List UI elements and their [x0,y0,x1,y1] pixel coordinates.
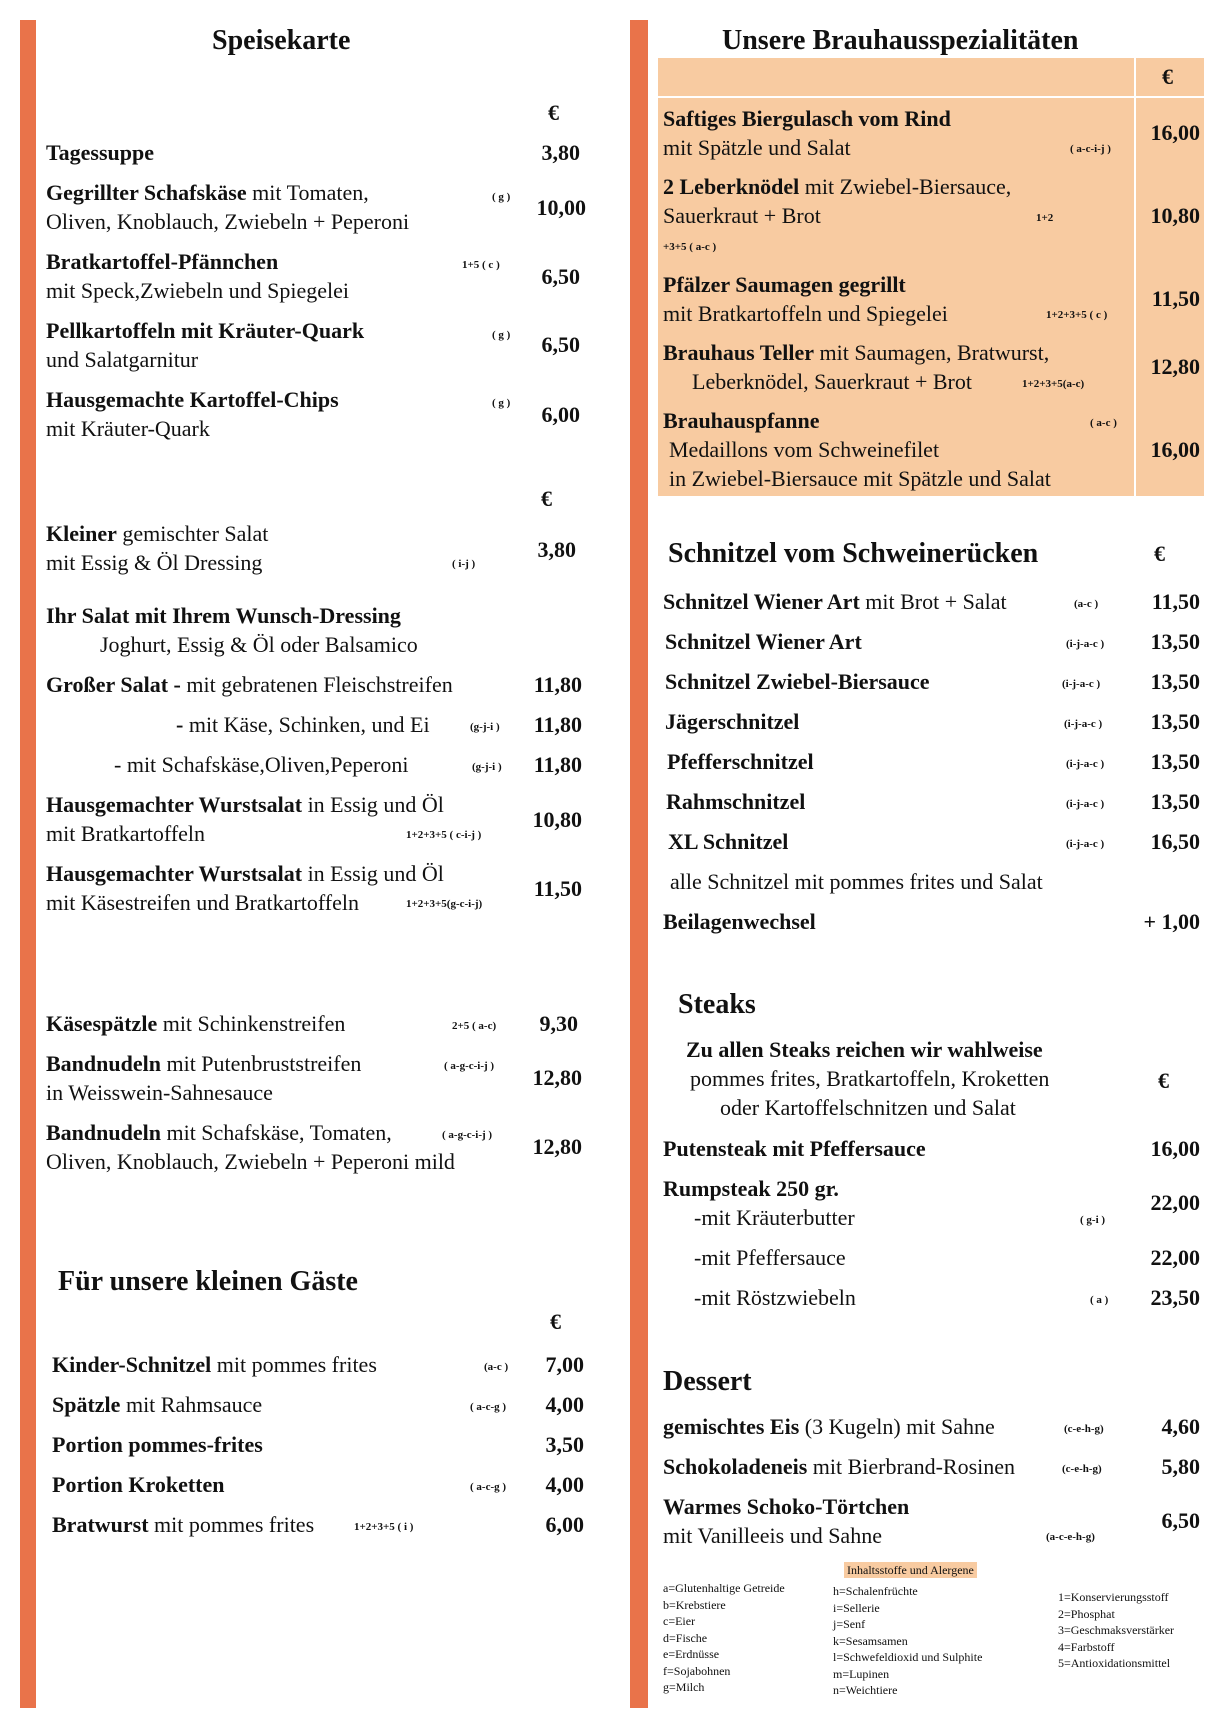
pellkartoffeln-name: Pellkartoffeln mit Kräuter-Quark [46,318,365,343]
spaetzle-allergen: ( a-c-g ) [470,1401,507,1413]
pfeffer-name: Pfefferschnitzel [667,749,814,774]
schnitzel-wiener-brot-item [663,587,1007,616]
beilagen-name: Beilagenwechsel [663,909,816,934]
salat-kaese-desc: mit Käse, Schinken, und Ei [183,712,430,737]
brauhauspfanne-line2: Medaillons vom Schweinefilet [669,437,940,462]
wurstsalat1-price: 10,80 [532,807,582,832]
brauhauspfanne-line3: in Zwiebel-Biersauce mit Spätzle und Salat [669,466,1051,491]
kleiner-salat-desc: gemischter Salat [116,521,269,546]
schnitzel-zwiebel-price: 13,50 [1150,669,1200,694]
wurstsalat1-name: Hausgemachter Wurstsalat [46,792,303,817]
bratwurst-item [52,1510,314,1539]
pellkartoffeln-allergen: ( g ) [492,329,511,341]
bandnudeln2-allergen: ( a-g-c-i-j ) [442,1129,493,1141]
kleiner-salat-item [46,519,268,548]
schnitzel-zwiebel-name: Schnitzel Zwiebel-Biersauce [665,669,930,694]
kaesespaetzle-desc: mit Schinkenstreifen [157,1011,346,1036]
legend-entry: h=Schalenfrüchte [833,1584,918,1598]
bandnudeln1-item [46,1049,361,1078]
kroketten-allergen: ( a-c-g ) [470,1481,507,1493]
jaeger-name: Jägerschnitzel [665,709,800,734]
pfeffersauce-price: 22,00 [1150,1245,1200,1270]
legend-entry: i=Sellerie [833,1600,880,1615]
wurstsalat1-allergen: 1+2+3+5 ( c-i-j ) [406,829,482,841]
euro-header: € [548,100,559,125]
pfeffer-price: 13,50 [1150,749,1200,774]
wurstsalat1-line2: mit Bratkartoffeln [46,821,206,846]
brauhaus-price-divider [1134,58,1136,496]
kinder-schnitzel-desc: mit pommes frites [211,1352,377,1377]
jaeger-price: 13,50 [1150,709,1200,734]
euro-schnitzel-header: € [1154,541,1165,566]
wurstsalat2-name: Hausgemachter Wurstsalat [46,861,303,886]
putensteak-price: 16,00 [1150,1136,1200,1161]
xl-price: 16,50 [1150,829,1200,854]
eis-allergen: (c-e-h-g) [1064,1423,1104,1435]
kids-section-title: Für unsere kleinen Gäste [58,1266,358,1297]
legend-entry: 3=Geschmaksverstärker [1058,1623,1175,1637]
legend-entry: d=Fische [663,1630,708,1645]
left-accent-bar [20,20,36,1708]
kinder-schnitzel-allergen: (a-c ) [484,1361,509,1373]
saumagen-allergen: 1+2+3+5 ( c ) [1046,309,1108,321]
legend-entry: k=Sesamsamen [833,1633,908,1648]
salat-schaf-price: 11,80 [533,752,582,777]
schnitzel-wiener-price: 13,50 [1150,629,1200,654]
tagessuppe-name: Tagessuppe [46,140,155,165]
legend-entry: g=Milch [663,1680,705,1694]
eis-desc: (3 Kugeln) mit Sahne [799,1414,995,1439]
kleiner-salat-allergen: ( i-j ) [452,558,476,570]
wurstsalat1-desc: in Essig und Öl [302,792,444,817]
putensteak-name: Putensteak mit Pfeffersauce [663,1136,926,1161]
leberknoedel-allergen: 1+2 [1036,212,1054,224]
right-accent-bar [630,20,648,1708]
spaetzle-price: 4,00 [545,1392,584,1417]
brauhaus-section-title: Unsere Brauhausspezialitäten [722,25,1079,56]
saumagen-price: 11,50 [1151,286,1200,311]
wurstsalat2-item [46,859,444,888]
kinder-schnitzel-name: Kinder-Schnitzel [52,1352,212,1377]
schafskaese-line2: Oliven, Knoblauch, Zwiebeln + Peperoni [46,209,410,234]
ihr-salat-name: Ihr Salat mit Ihrem Wunsch-Dressing [46,603,401,628]
biergulasch-allergen: ( a-c-i-j ) [1070,143,1111,155]
salat-kaese-allergen: (g-j-i ) [470,721,500,733]
leberknoedel-price: 10,80 [1150,203,1200,228]
rahm-name: Rahmschnitzel [666,789,806,814]
xl-allergen: (i-j-a-c ) [1066,838,1105,850]
roestzwiebeln-price: 23,50 [1150,1285,1200,1310]
legend-entry: a=Glutenhaltige Getreide [663,1581,785,1595]
pfeffersauce-option: -mit Pfeffersauce [694,1245,846,1270]
schokoladeneis-desc: mit Bierbrand-Rosinen [807,1454,1016,1479]
wurstsalat2-allergen: 1+2+3+5(g-c-i-j) [406,898,483,910]
pommes-name: Portion pommes-frites [52,1432,263,1457]
bandnudeln1-name: Bandnudeln [46,1051,161,1076]
kaesespaetzle-item [46,1009,345,1038]
salat-schaf-item: - mit Schafskäse,Oliven,Peperoni [114,752,409,777]
toertchen-line2: mit Vanilleeis und Sahne [663,1523,882,1548]
bandnudeln1-price: 12,80 [532,1065,582,1090]
kinder-schnitzel-item [52,1350,377,1379]
legend-entry: l=Schwefeldioxid und Sulphite [833,1650,983,1664]
steaks-intro-3: oder Kartoffelschnitzen und Salat [720,1095,1016,1120]
pellkartoffeln-line2: und Salatgarnitur [46,347,199,372]
legend-entry: e=Erdnüsse [663,1647,720,1661]
wurstsalat2-desc: in Essig und Öl [302,861,444,886]
eis-item [663,1412,995,1441]
steaks-intro-2: pommes frites, Bratkartoffeln, Kroketten [690,1066,1050,1091]
kaesespaetzle-name: Käsespätzle [46,1011,158,1036]
grosser-salat-desc: mit gebratenen Fleischstreifen [180,672,453,697]
leberknoedel-allergen2: +3+5 ( a-c ) [663,241,717,253]
legend-entry: m=Lupinen [833,1666,890,1681]
brauhauspfanne-name: Brauhauspfanne [663,408,820,433]
salat-kaese-item [176,710,430,739]
kroketten-name: Portion Kroketten [52,1472,225,1497]
schokoladeneis-price: 5,80 [1161,1454,1200,1479]
schokoladeneis-item [663,1452,1015,1481]
kraeuterbutter-option: -mit Kräuterbutter [694,1205,855,1230]
steaks-intro-1: Zu allen Steaks reichen wir wahlweise [686,1037,1043,1062]
bratkartoffel-line2: mit Speck,Zwiebeln und Spiegelei [46,278,350,303]
toertchen-price: 6,50 [1161,1508,1200,1533]
salat-kaese-price: 11,80 [533,712,582,737]
bandnudeln2-price: 12,80 [532,1134,582,1159]
euro-steaks-header: € [1158,1068,1169,1093]
legend-title: Inhaltsstoffe und Alergene [844,1562,977,1578]
bandnudeln2-item [46,1118,392,1147]
kroketten-price: 4,00 [545,1472,584,1497]
brauhaus-teller-price: 12,80 [1150,354,1200,379]
spaetzle-desc: mit Rahmsauce [120,1392,263,1417]
leberknoedel-item [663,172,1011,201]
toertchen-allergen: (a-c-e-h-g) [1046,1531,1095,1543]
grosser-salat-item [46,670,453,699]
schnitzel-wiener-brot-desc: mit Brot + Salat [859,589,1007,614]
rahm-allergen: (i-j-a-c ) [1066,798,1105,810]
schnitzel-wiener-brot-price: 11,50 [1151,589,1200,614]
pfeffer-allergen: (i-j-a-c ) [1066,758,1105,770]
wurstsalat2-price: 11,50 [533,876,582,901]
chips-line2: mit Kräuter-Quark [46,416,210,441]
brauhaus-teller-item [663,338,1049,367]
salat-schaf-allergen: (g-j-i ) [472,761,502,773]
leberknoedel-line2: Sauerkraut + Brot [663,203,821,228]
salat-kaese-dash: - [176,712,184,737]
euro-salat-header: € [541,486,552,511]
bandnudeln2-desc: mit Schafskäse, Tomaten, [160,1120,392,1145]
eis-price: 4,60 [1161,1414,1200,1439]
rahm-price: 13,50 [1150,789,1200,814]
bandnudeln2-line2: Oliven, Knoblauch, Zwiebeln + Peperoni mild [46,1149,455,1174]
menu-title: Speisekarte [212,25,351,56]
steaks-section-title: Steaks [678,989,756,1020]
brauhaus-teller-name: Brauhaus Teller [663,340,814,365]
legend-entry: j=Senf [833,1617,866,1631]
kinder-schnitzel-price: 7,00 [545,1352,584,1377]
toertchen-name: Warmes Schoko-Törtchen [663,1494,910,1519]
spaetzle-name: Spätzle [52,1392,121,1417]
grosser-salat-price: 11,80 [533,672,582,697]
legend-entry: 5=Antioxidationsmittel [1058,1656,1171,1670]
schokoladeneis-allergen: (c-e-h-g) [1062,1463,1102,1475]
leberknoedel-desc: mit Zwiebel-Biersauce, [799,174,1012,199]
chips-name: Hausgemachte Kartoffel-Chips [46,387,339,412]
dessert-section-title: Dessert [663,1366,752,1397]
bandnudeln1-line2: in Weisswein-Sahnesauce [46,1080,273,1105]
brauhaus-teller-line2: Leberknödel, Sauerkraut + Brot [692,369,972,394]
bratwurst-name: Bratwurst [52,1512,149,1537]
biergulasch-name: Saftiges Biergulasch vom Rind [663,106,951,131]
roestzwiebeln-allergen: ( a ) [1090,1294,1109,1306]
biergulasch-price: 16,00 [1150,120,1200,145]
chips-price: 6,00 [541,402,580,427]
bandnudeln1-desc: mit Putenbruststreifen [160,1051,362,1076]
schnitzel-zwiebel-allergen: (i-j-a-c ) [1062,678,1101,690]
bratkartoffel-allergen: 1+5 ( c ) [462,259,500,271]
saumagen-line2: mit Bratkartoffeln und Spiegelei [663,301,948,326]
chips-allergen: ( g ) [492,397,511,409]
beilagen-price: + 1,00 [1143,909,1200,934]
brauhaus-teller-desc: mit Saumagen, Bratwurst, [813,340,1050,365]
ihr-salat-line2: Joghurt, Essig & Öl oder Balsamico [100,632,418,657]
rumpsteak-price: 22,00 [1150,1190,1200,1215]
bratkartoffel-price: 6,50 [541,264,580,289]
schafskaese-item [46,178,369,207]
kleiner-salat-name: Kleiner [46,521,117,546]
biergulasch-line2: mit Spätzle und Salat [663,135,851,160]
legend-entry: 2=Phosphat [1058,1606,1115,1621]
legend-entry: f=Sojabohnen [663,1663,731,1678]
legend-entry: 1=Konservierungsstoff [1058,1590,1169,1604]
xl-name: XL Schnitzel [668,829,789,854]
euro-brauhaus-header: € [1162,64,1173,89]
kaesespaetzle-allergen: 2+5 ( a-c) [452,1020,497,1032]
schnitzel-wiener-name: Schnitzel Wiener Art [665,629,862,654]
alle-schnitzel-note: alle Schnitzel mit pommes frites und Salat [670,869,1043,894]
legend-col-2 [833,1583,982,1699]
schnitzel-wiener-brot-allergen: (a-c ) [1074,598,1099,610]
rumpsteak-name: Rumpsteak 250 gr. [663,1176,839,1201]
wurstsalat2-line2: mit Käsestreifen und Bratkartoffeln [46,890,359,915]
bandnudeln1-allergen: ( a-g-c-i-j ) [444,1060,495,1072]
pellkartoffeln-price: 6,50 [541,332,580,357]
spaetzle-item [52,1390,262,1419]
schafskaese-allergen: ( g ) [492,191,511,203]
kleiner-salat-line2: mit Essig & Öl Dressing [46,550,263,575]
legend-entry: n=Weichtiere [833,1683,898,1697]
kleiner-salat-price: 3,80 [537,537,576,562]
brauhauspfanne-allergen: ( a-c ) [1090,417,1117,429]
jaeger-allergen: (i-j-a-c ) [1064,718,1103,730]
bratwurst-allergen: 1+2+3+5 ( i ) [354,1521,414,1533]
pommes-price: 3,50 [545,1432,584,1457]
legend-col-3 [1058,1589,1174,1672]
schnitzel-wiener-brot-name: Schnitzel Wiener Art [663,589,860,614]
legend-entry: 4=Farbstoff [1058,1639,1115,1654]
bratwurst-price: 6,00 [545,1512,584,1537]
brauhauspfanne-price: 16,00 [1150,437,1200,462]
legend-entry: c=Eier [663,1614,696,1628]
schafskaese-price: 10,00 [536,195,586,220]
schafskaese-desc: mit Tomaten, [246,180,369,205]
wurstsalat1-item [46,790,444,819]
grosser-salat-name: Großer Salat - [46,672,181,697]
brauhaus-teller-allergen: 1+2+3+5(a-c) [1022,378,1085,390]
leberknoedel-name: 2 Leberknödel [663,174,800,199]
brauhaus-header-divider [658,96,1204,98]
kraeuterbutter-allergen: ( g-i ) [1080,1214,1106,1226]
bratkartoffel-name: Bratkartoffel-Pfännchen [46,249,279,274]
schnitzel-wiener-allergen: (i-j-a-c ) [1066,638,1105,650]
bratwurst-desc: mit pommes frites [148,1512,315,1537]
kaesespaetzle-price: 9,30 [539,1011,578,1036]
legend-entry: b=Krebstiere [663,1597,726,1612]
euro-kids-header: € [550,1309,561,1334]
schafskaese-name: Gegrillter Schafskäse [46,180,247,205]
legend-col-1 [663,1580,785,1696]
roestzwiebeln-option: -mit Röstzwiebeln [694,1285,856,1310]
bandnudeln2-name: Bandnudeln [46,1120,161,1145]
schnitzel-section-title: Schnitzel vom Schweinerücken [668,538,1039,569]
eis-name: gemischtes Eis [663,1414,800,1439]
tagessuppe-price: 3,80 [541,140,580,165]
schokoladeneis-name: Schokoladeneis [663,1454,808,1479]
saumagen-name: Pfälzer Saumagen gegrillt [663,272,906,297]
